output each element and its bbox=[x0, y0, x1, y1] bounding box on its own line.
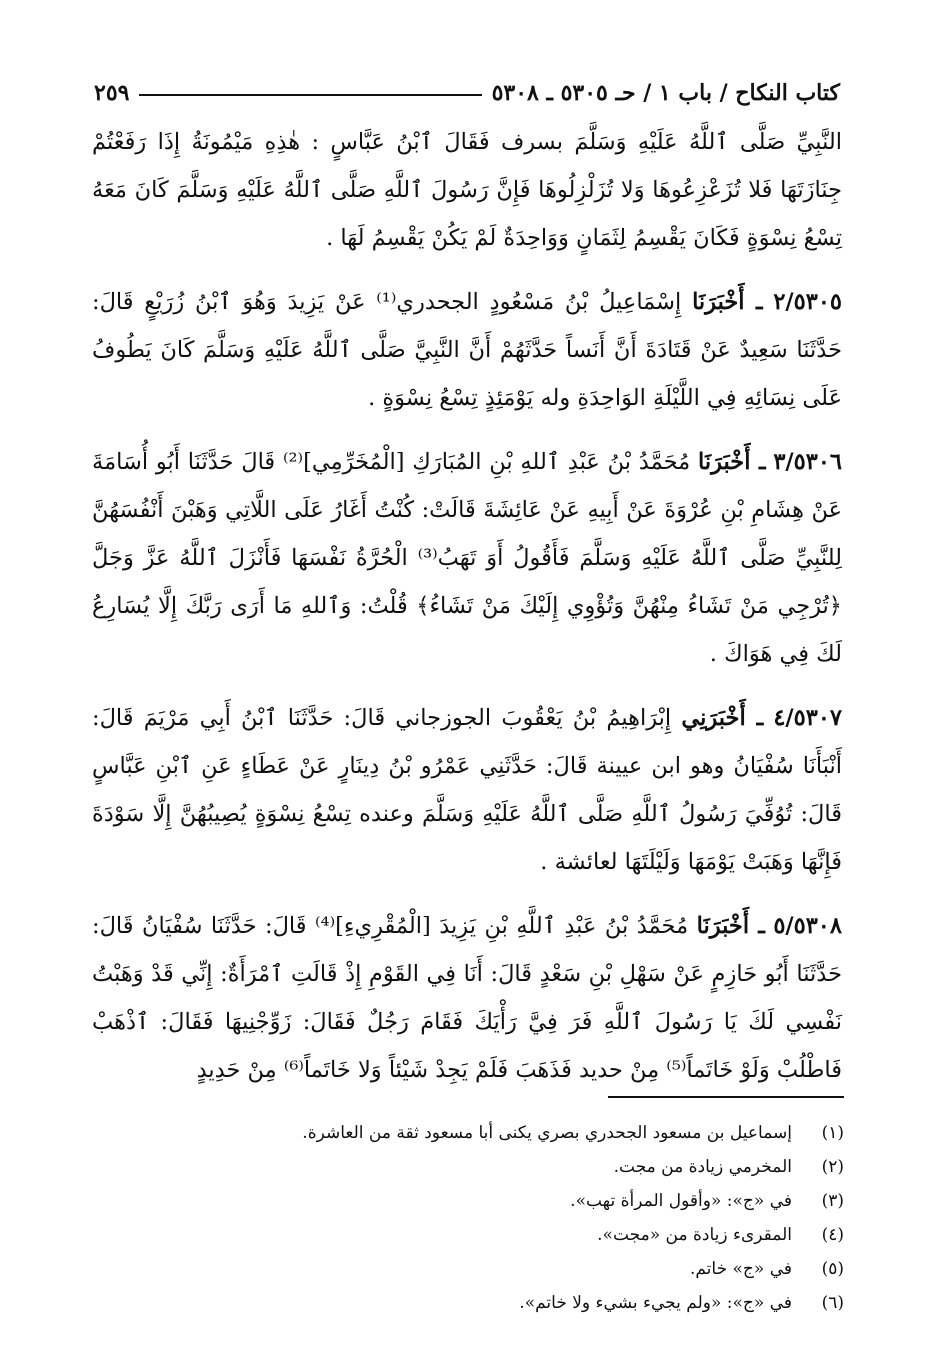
paragraph-continuation bbox=[92, 118, 842, 262]
footnote-text: في «ج»: «ولم يجيء بشيء ولا خاتم». bbox=[519, 1293, 792, 1313]
hadith-number: ٢/٥٣٠٥ bbox=[773, 289, 842, 315]
paragraph-text: إِبْرَاهِيمُ بْنُ يَعْقُوبَ الجوزجاني قَالَ: حَدَّثَنَا ٱبْنُ أَبِي مَرْيَمَ قَالَ: أَنْبَأَنَا سُفْيَانُ وهو ابن عيينة قَالَ: حَدَّثَنِي عَمْرُو بْنُ دِينَارٍ عَنْ عَطَاءٍ عَنِ ٱبْنِ عَبَّاسٍ قَالَ: تُوُفِّيَ رَسُولُ ٱللَّهِ صَلَّى ٱللَّهُ عَلَيْهِ وَسَلَّمَ وعنده تِسْعُ نِسْوَةٍ يُصِيبُهُنَّ إِلَّا سَوْدَةَ فَإِنَّهَا وَهَبَتْ يَوْمَهَا وَلَيْلَتَهَا لعائشة . bbox=[92, 705, 842, 875]
footnote-text: المقرىء زيادة من «مجت». bbox=[597, 1225, 792, 1245]
paragraph-text: إِسْمَاعِيلُ بْنُ مَسْعُودٍ الجحدري⁽¹⁾ عَنْ يَزِيدَ وَهُوَ ٱبْنُ زُرَيْعٍ قَالَ: حَدَّثَنَا سَعِيدٌ عَنْ قَتَادَةَ أَنَّ أَنَساً حَدَّثَهُمْ أَنَّ النَّبِيَّ صَلَّى ٱللَّهُ عَلَيْهِ وَسَلَّمَ كَانَ يَطُوفُ عَلَى نِسَائِهِ فِي اللَّيْلَةِ الوَاحِدَةِ وله يَوْمَئِذٍ تِسْعُ نِسْوَةٍ . bbox=[92, 289, 842, 411]
running-header bbox=[94, 72, 840, 106]
footnote-text: في «ج»: «وأقول المرأة تهب». bbox=[570, 1191, 792, 1211]
main-text bbox=[92, 118, 842, 1110]
paragraph-text: مُحَمَّدُ بْنُ عَبْدِ ٱللَّهِ بْنِ يَزِيدَ [الْمُقْرِيءِ]⁽⁴⁾ قَالَ: حَدَّثَنَا سُفْيَانُ قَالَ: حَدَّثَنَا أَبُو حَازِمٍ عَنْ سَهْلِ بْنِ سَعْدٍ قَالَ: أَنَا فِي القَوْمِ إِذْ قَالَتِ ٱمْرَأَةٌ: إِنِّي قَدْ وَهَبْتُ نَفْسِي لَكَ يَا رَسُولَ ٱللَّهِ فَرَ فِيَّ رَأْيَكَ فَقَامَ رَجُلٌ فَقَالَ: زَوِّجْنِيهَا فَقَالَ: ٱذْهَبْ فَاطْلُبْ وَلَوْ خَاتَماً⁽⁵⁾ مِنْ حديد فَذَهَبَ فَلَمْ يَجِدْ شَيْئاً وَلا خَاتَماً⁽⁶⁾ مِنْ حَدِيدٍ bbox=[92, 913, 842, 1083]
hadith-lead: أَخْبَرَنِي bbox=[681, 705, 746, 731]
footnote-item bbox=[92, 1184, 844, 1218]
hadith-number: ٤/٥٣٠٧ bbox=[773, 705, 842, 731]
hadith-lead: أَخْبَرَنَا bbox=[692, 289, 745, 315]
footnote-number: (٦) bbox=[821, 1293, 844, 1313]
paragraph-text: مُحَمَّدُ بْنُ عَبْدِ ٱللهِ بْنِ المُبَارَكِ [الْمُخَرِّمِي]⁽²⁾ قَالَ حَدَّثَنَا أَبُو أُسَامَةَ عَنْ هِشَامِ بْنِ عُرْوَةَ عَنْ أَبِيهِ عَنْ عَائِشَةَ قَالَتْ: كُنْتُ أَغَارُ عَلَى اللَّاتِي وَهَبْنَ أَنْفُسَهُنَّ لِلنَّبِيِّ صَلَّى ٱللَّهُ عَلَيْهِ وَسَلَّمَ فَأَقُولُ أَوَ تَهَبُ⁽³⁾ الْحُرَّةُ نَفْسَهَا فَأَنْزَلَ ٱللَّهُ عَزَّ وَجَلَّ ﴿تُرْجِي مَنْ تَشَاءُ مِنْهُنَّ وَتُؤْوِي إِلَيْكَ مَنْ تَشَاءُ﴾ قُلْتُ: وَٱللهِ مَا أَرَى رَبَّكَ إِلَّا يُسَارِعُ لَكَ فِي هَوَاكَ . bbox=[92, 449, 842, 667]
page-number: ٢٥٩ bbox=[94, 80, 130, 106]
footnote-item bbox=[92, 1286, 844, 1320]
footnote-number: (٣) bbox=[821, 1191, 844, 1211]
hadith-5305: ٢/٥٣٠٥ ـ أَخْبَرَنَا إِسْمَاعِيلُ بْنُ مَسْعُودٍ الجحدري⁽¹⁾ عَنْ يَزِيدَ وَهُوَ ٱبْنُ زُرَيْعٍ قَالَ: حَدَّثَنَا سَعِيدٌ عَنْ قَتَادَةَ أَنَّ أَنَساً حَدَّثَهُمْ أَنَّ النَّبِيَّ صَلَّى ٱللَّهُ عَلَيْهِ وَسَلَّمَ كَانَ يَطُوفُ عَلَى نِسَائِهِ فِي اللَّيْلَةِ الوَاحِدَةِ وله يَوْمَئِذٍ تِسْعُ نِسْوَةٍ . bbox=[92, 289, 842, 411]
footnote-item bbox=[92, 1252, 844, 1286]
footnote-separator bbox=[608, 1096, 844, 1098]
footnote-item bbox=[92, 1150, 844, 1184]
footnote-item bbox=[92, 1218, 844, 1252]
hadith-number: ٣/٥٣٠٦ bbox=[773, 449, 842, 475]
header-rule bbox=[139, 94, 481, 96]
footnote-item bbox=[92, 1116, 844, 1150]
footnotes bbox=[92, 1116, 844, 1320]
footnote-text: إسماعيل بن مسعود الجحدري بصري يكنى أبا مسعود ثقة من العاشرة. bbox=[302, 1123, 792, 1143]
footnote-number: (٥) bbox=[821, 1259, 844, 1279]
hadith-5307: ٤/٥٣٠٧ ـ أَخْبَرَنِي إِبْرَاهِيمُ بْنُ يَعْقُوبَ الجوزجاني قَالَ: حَدَّثَنَا ٱبْنُ أَبِي مَرْيَمَ قَالَ: أَنْبَأَنَا سُفْيَانُ وهو ابن عيينة قَالَ: حَدَّثَنِي عَمْرُو بْنُ دِينَارٍ عَنْ عَطَاءٍ عَنِ ٱبْنِ عَبَّاسٍ قَالَ: تُوُفِّيَ رَسُولُ ٱللَّهِ صَلَّى ٱللَّهُ عَلَيْهِ وَسَلَّمَ وعنده تِسْعُ نِسْوَةٍ يُصِيبُهُنَّ إِلَّا سَوْدَةَ فَإِنَّهَا وَهَبَتْ يَوْمَهَا وَلَيْلَتَهَا لعائشة . bbox=[92, 705, 842, 875]
hadith-lead: أَخْبَرَنَا bbox=[696, 913, 750, 939]
hadith-number: ٥/٥٣٠٨ bbox=[773, 913, 842, 939]
footnote-text: في «ج» خاتم. bbox=[689, 1259, 792, 1279]
running-title: كتاب النكاح / باب ١ / حـ ٥٣٠٥ ـ ٥٣٠٨ bbox=[491, 80, 840, 106]
hadith-5308: ٥/٥٣٠٨ ـ أَخْبَرَنَا مُحَمَّدُ بْنُ عَبْدِ ٱللَّهِ بْنِ يَزِيدَ [الْمُقْرِيءِ]⁽⁴⁾ قَالَ: حَدَّثَنَا سُفْيَانُ قَالَ: حَدَّثَنَا أَبُو حَازِمٍ عَنْ سَهْلِ بْنِ سَعْدٍ قَالَ: أَنَا فِي القَوْمِ إِذْ قَالَتِ ٱمْرَأَةٌ: إِنِّي قَدْ وَهَبْتُ نَفْسِي لَكَ يَا رَسُولَ ٱللَّهِ فَرَ فِيَّ رَأْيَكَ فَقَامَ رَجُلٌ فَقَالَ: زَوِّجْنِيهَا فَقَالَ: ٱذْهَبْ فَاطْلُبْ وَلَوْ خَاتَماً⁽⁵⁾ مِنْ حديد فَذَهَبَ فَلَمْ يَجِدْ شَيْئاً وَلا خَاتَماً⁽⁶⁾ مِنْ حَدِيدٍ bbox=[92, 913, 842, 1083]
footnote-number: (٢) bbox=[821, 1157, 844, 1177]
hadith-5306: ٣/٥٣٠٦ ـ أَخْبَرَنَا مُحَمَّدُ بْنُ عَبْدِ ٱللهِ بْنِ المُبَارَكِ [الْمُخَرِّمِي]⁽²⁾ قَالَ حَدَّثَنَا أَبُو أُسَامَةَ عَنْ هِشَامِ بْنِ عُرْوَةَ عَنْ أَبِيهِ عَنْ عَائِشَةَ قَالَتْ: كُنْتُ أَغَارُ عَلَى اللَّاتِي وَهَبْنَ أَنْفُسَهُنَّ لِلنَّبِيِّ صَلَّى ٱللَّهُ عَلَيْهِ وَسَلَّمَ فَأَقُولُ أَوَ تَهَبُ⁽³⁾ الْحُرَّةُ نَفْسَهَا فَأَنْزَلَ ٱللَّهُ عَزَّ وَجَلَّ ﴿تُرْجِي مَنْ تَشَاءُ مِنْهُنَّ وَتُؤْوِي إِلَيْكَ مَنْ تَشَاءُ﴾ قُلْتُ: وَٱللهِ مَا أَرَى رَبَّكَ إِلَّا يُسَارِعُ لَكَ فِي هَوَاكَ . bbox=[92, 449, 842, 667]
footnote-number: (١) bbox=[821, 1123, 844, 1143]
footnote-number: (٤) bbox=[821, 1225, 844, 1245]
paragraph-text: النَّبِيِّ صَلَّى ٱللَّهُ عَلَيْهِ وَسَلَّمَ بسرف فَقَالَ ٱبْنُ عَبَّاسٍ : هٰذِهِ مَيْمُونَةُ إِذَا رَفَعْتُمْ جِنَازَتَهَا فَلا تُزَعْزِعُوهَا وَلا تُزَلْزِلُوهَا فَإِنَّ رَسُولَ ٱللَّهِ صَلَّى ٱللَّهُ عَلَيْهِ وَسَلَّمَ كَانَ مَعَهُ تِسْعُ نِسْوَةٍ فَكَانَ يَقْسِمُ لِثَمَانٍ وَوَاحِدَةٌ لَمْ يَكُنْ يَقْسِمُ لَهَا . bbox=[92, 129, 842, 251]
footnote-text: المخرمي زيادة من مجت. bbox=[613, 1157, 792, 1177]
hadith-lead: أَخْبَرَنَا bbox=[697, 449, 751, 475]
